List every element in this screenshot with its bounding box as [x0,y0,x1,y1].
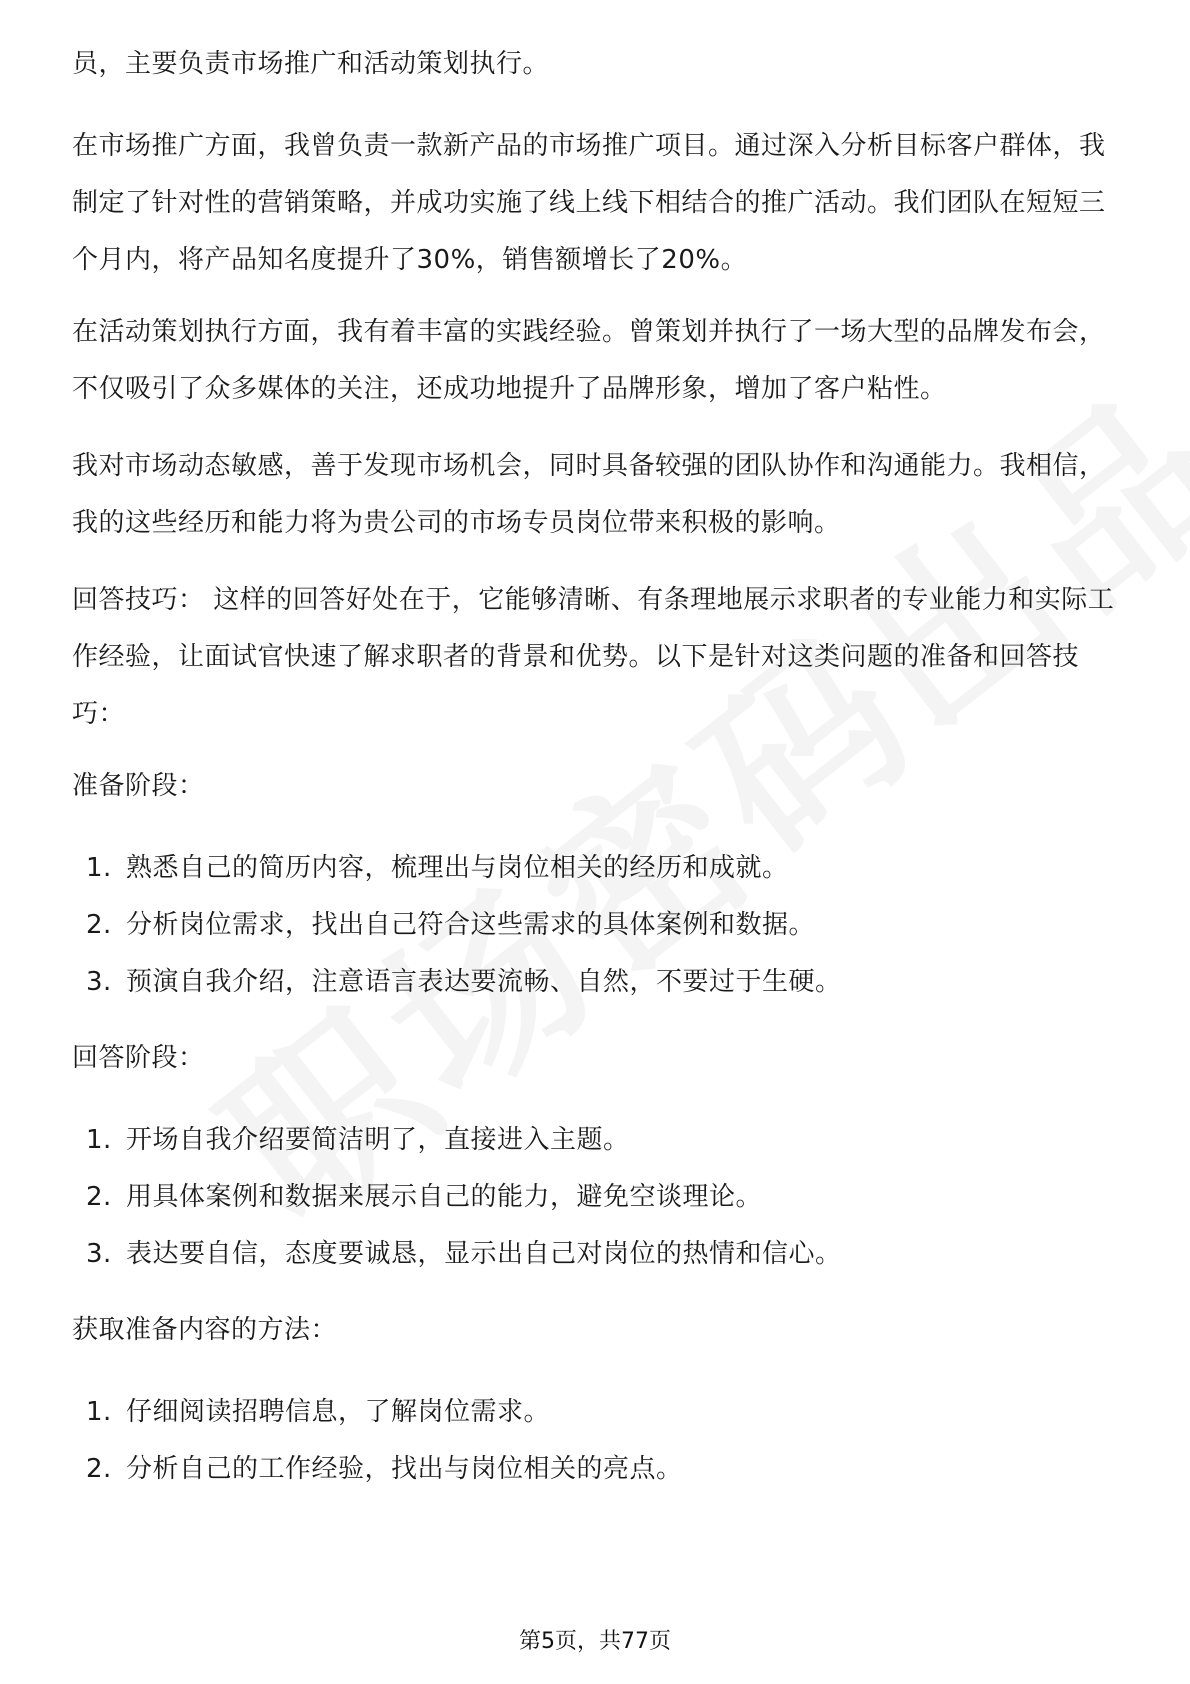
paragraph-intro-tail: 员，主要负责市场推广和活动策划执行。 [72,49,550,79]
list-item: 2. 分析岗位需求，找出自己符合这些需求的具体案例和数据。 [86,910,816,940]
list-methods [72,1384,1122,1498]
list-answer [72,1112,1122,1283]
section-heading-methods: 获取准备内容的方法： [72,1315,338,1345]
section-heading-prepare: 准备阶段： [72,771,205,801]
list-item: 2. 用具体案例和数据来展示自己的能力，避免空谈理论。 [86,1182,763,1212]
list-prepare [72,840,1122,1011]
list-item: 3. 预演自我介绍，注意语言表达要流畅、自然，不要过于生硬。 [86,967,842,997]
paragraph-tips: 回答技巧： 这样的回答好处在于，它能够清晰、有条理地展示求职者的专业能力和实际工作经验，让面试官快速了解求职者的背景和优势。以下是针对这类问题的准备和回答技巧： [72,585,1115,729]
list-item: 1. 熟悉自己的简历内容，梳理出与岗位相关的经历和成就。 [86,853,789,883]
paragraph-marketing: 在市场推广方面，我曾负责一款新产品的市场推广项目。通过深入分析目标客户群体，我制定了针对性的营销策略，并成功实施了线上线下相结合的推广活动。我们团队在短短三个月内，将产品知名度提升了30%，销售额增长了20%。 [72,131,1106,275]
page-number: 第5页，共77页 [519,1629,671,1654]
paragraph-events: 在活动策划执行方面，我有着丰富的实践经验。曾策划并执行了一场大型的品牌发布会，不仅吸引了众多媒体的关注，还成功地提升了品牌形象，增加了客户粘性。 [72,317,1106,404]
list-item: 2. 分析自己的工作经验，找出与岗位相关的亮点。 [86,1454,683,1484]
section-heading-answer: 回答阶段： [72,1043,205,1073]
paragraph-abilities: 我对市场动态敏感，善于发现市场机会，同时具备较强的团队协作和沟通能力。我相信，我的这些经历和能力将为贵公司的市场专员岗位带来积极的影响。 [72,451,1106,538]
list-item: 1. 仔细阅读招聘信息，了解岗位需求。 [86,1397,551,1427]
list-item: 3. 表达要自信，态度要诚恳，显示出自己对岗位的热情和信心。 [86,1239,842,1269]
list-item: 1. 开场自我介绍要简洁明了，直接进入主题。 [86,1125,630,1155]
